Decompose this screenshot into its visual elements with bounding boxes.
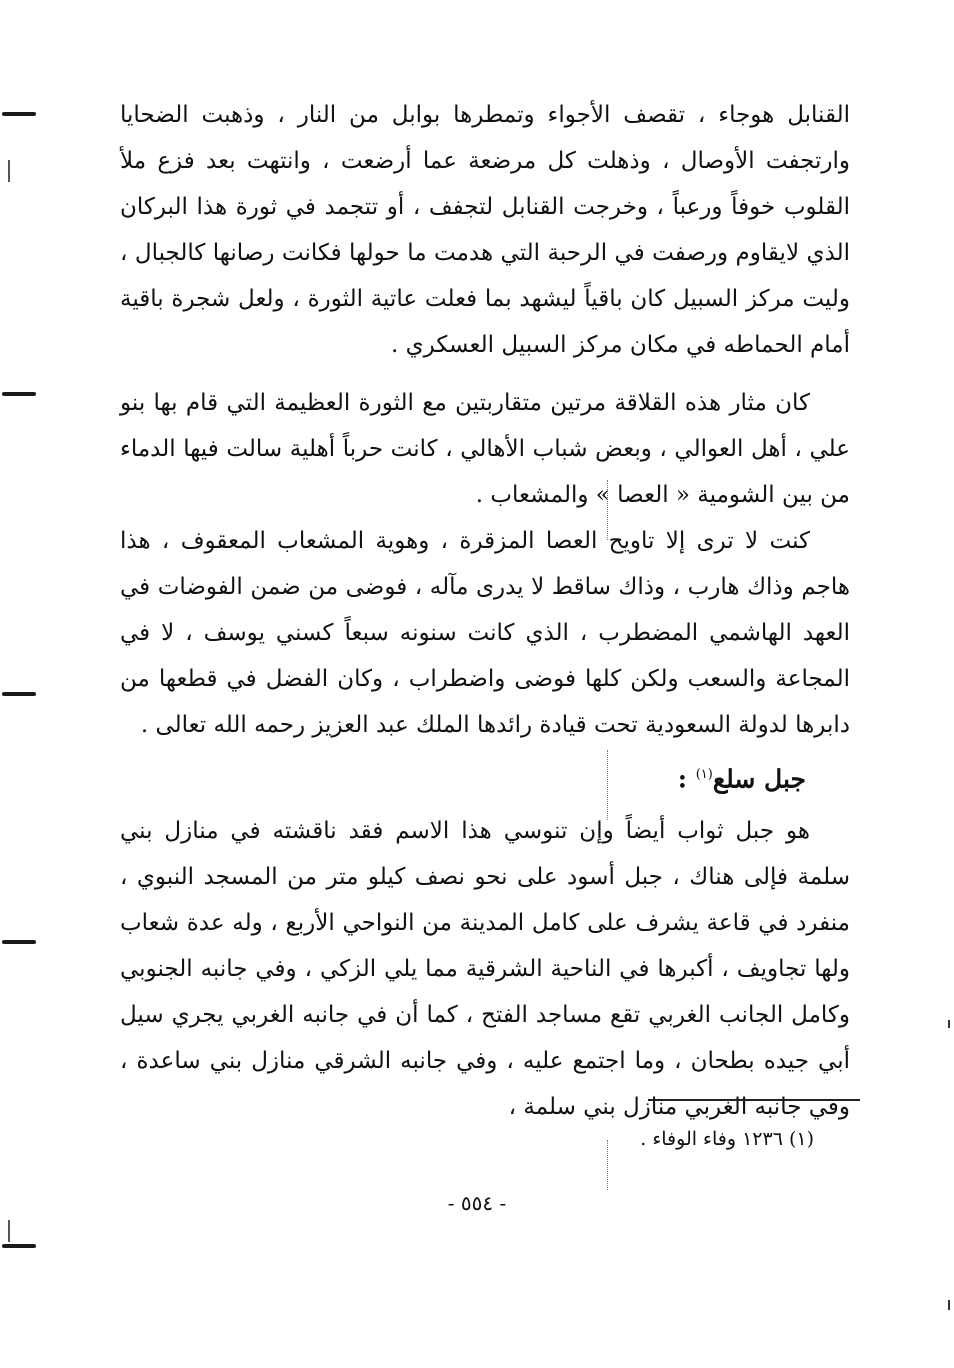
scan-binding-line	[607, 480, 608, 540]
footnote-reference: (١)	[695, 767, 713, 782]
scan-margin-mark	[2, 940, 36, 944]
section-heading	[678, 755, 806, 799]
scan-margin-mark	[2, 392, 36, 396]
scan-margin-mark	[2, 692, 36, 696]
scan-margin-mark	[2, 112, 36, 116]
paragraph-2: كان مثار هذه القلاقة مرتين متقاربتين مع الثورة العظيمة التي قام بها بنو علي ، أهل العوالي ، وبعض شباب الأهالي ، كانت حرباً أهلية سالت فيها الدماء من بين الشومية « العصا » والمشعاب .	[120, 390, 850, 508]
section-paragraph: هو جبل ثواب أيضاً وإن تنوسي هذا الاسم فقد ناقشته في منازل بني سلمة فإلى هناك ، جبل أسود على نحو نصف كيلو متر من المسجد النبوي ، منفرد في قاعة يشرف على كامل المدينة من النواحي الأربع ، وله عدة شعاب ولها تجاويف ، أكبرها في الناحية الشرقية مما يلي الزكي ، وفي جانبه الجنوبي وكامل الجانب الغربي تقع مساجد الفتح ، كما أن في جانبه الغربي يجري سيل أبي جيده بطحان ، وما اجتمع عليه ، وفي جانبه الشرقي منازل بني ساعدة ، وفي جانبه الغربي منازل بني سلمة ،	[120, 818, 850, 1120]
paragraph-1: القنابل هوجاء ، تقصف الأجواء وتمطرها بوابل من النار ، وذهبت الضحايا وارتجفت الأوصال ، وذهلت كل مرضعة عما أرضعت ، وانتهت بعد فزع ملأ القلوب خوفاً ورعباً ، وخرجت القنابل لتجفف ، أو تتجمد في ثورة هذا البركان الذي لايقاوم ورصفت في الرحبة التي هدمت ما حولها فكانت رصانها كالجبال ، وليت مركز السبيل كان باقياً ليشهد بما فعلت عاتية الثورة ، ولعل شجرة باقية أمام الحماطه في مكان مركز السبيل العسكري .	[120, 102, 850, 358]
scan-margin-tick	[8, 1220, 10, 1242]
page-number: - ٥٥٤ -	[447, 1191, 507, 1215]
scan-margin-tick	[8, 160, 10, 182]
scan-binding-line	[607, 1140, 608, 1190]
scan-binding-line	[607, 750, 608, 820]
scan-margin-mark	[2, 1244, 36, 1248]
footnote-divider	[648, 1099, 860, 1101]
paragraph-3: كنت لا ترى إلا تاويح العصا المزقرة ، وهوية المشعاب المعقوف ، هذا هاجم وذاك هارب ، وذاك ساقط لا يدرى مآله ، فوضى من ضمن الفوضات في العهد الهاشمي المضطرب ، الذي كانت سنونه سبعاً كسني يوسف ، لا في المجاعة والسعب ولكن كلها فوضى واضطراب ، وكان الفضل في قطعها من دابرها لدولة السعودية تحت قيادة رائدها الملك عبد العزيز رحمه الله تعالى .	[120, 528, 850, 738]
section-heading-colon: :	[677, 764, 687, 794]
footnote: (١) ١٢٣٦ وفاء الوفاء .	[640, 1128, 814, 1150]
scan-edge-dot	[948, 1300, 950, 1310]
scan-edge-dot	[948, 1020, 950, 1028]
section-heading-title: جبل سلع	[712, 764, 806, 794]
